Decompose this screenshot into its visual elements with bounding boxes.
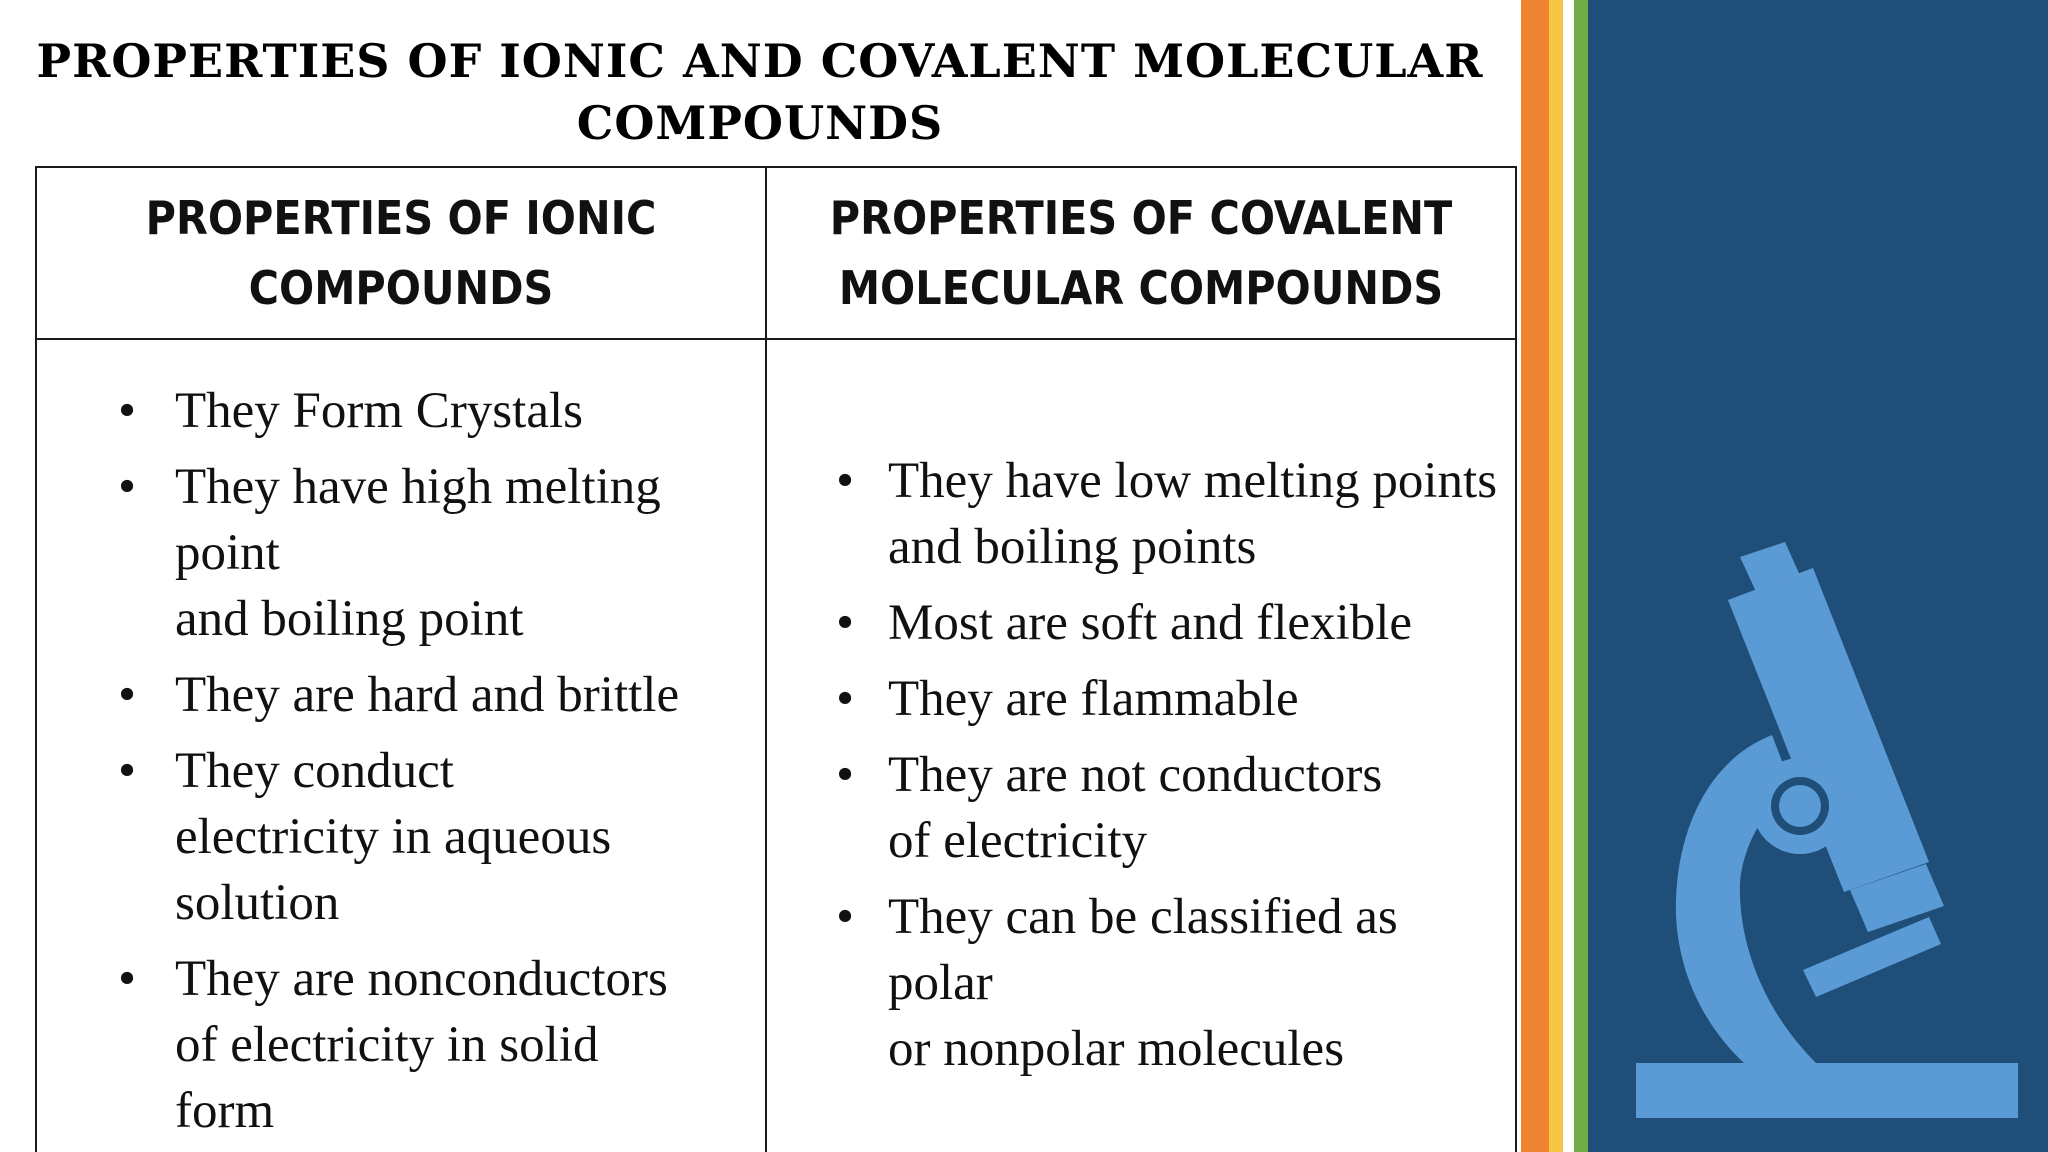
ionic-properties-list — [38, 378, 764, 1144]
list-item-text: of electricity — [888, 813, 1148, 869]
bullet-icon: • — [118, 459, 136, 515]
list-item-text: or nonpolar molecules — [888, 1021, 1345, 1077]
list-item-text: They are flammable — [888, 671, 1299, 727]
microscope-icon — [1588, 0, 2048, 1152]
covalent-properties-cell — [766, 339, 1516, 1152]
list-item-text: They are nonconductors — [175, 951, 668, 1007]
list-item — [768, 742, 1514, 874]
orange-stripe — [1521, 0, 1549, 1152]
bullet-icon: • — [118, 667, 136, 723]
list-item-text: They Form Crystals — [175, 383, 583, 439]
microscope-knob-center — [1779, 785, 1821, 827]
list-item-text: They conduct — [175, 743, 454, 799]
bullet-icon: • — [836, 889, 854, 945]
list-item-text: Most are soft and flexible — [888, 595, 1413, 651]
list-item — [768, 590, 1514, 656]
decorative-sidebar — [1521, 0, 2048, 1152]
ionic-properties-cell — [36, 339, 766, 1152]
list-item-text: They can be classified as polar — [888, 889, 1398, 1011]
list-item — [38, 378, 764, 444]
white-stripe — [1563, 0, 1574, 1152]
bullet-icon: • — [836, 453, 854, 509]
list-item-text: and boiling points — [888, 519, 1257, 575]
ionic-header-line-1: PROPERTIES OF IONIC — [145, 191, 657, 245]
yellow-stripe — [1549, 0, 1563, 1152]
bullet-icon: • — [836, 747, 854, 803]
table-body-row — [36, 339, 1516, 1152]
covalent-properties-list — [768, 448, 1514, 1082]
slide-title-line-1: PROPERTIES OF IONIC AND COVALENT MOLECULAR — [36, 34, 1484, 88]
microscope-base — [1636, 1063, 2018, 1118]
covalent-header-line-1: PROPERTIES OF COVALENT — [829, 191, 1453, 245]
slide-title — [30, 30, 1490, 154]
list-item — [38, 738, 764, 936]
covalent-header-line-2: MOLECULAR COMPOUNDS — [838, 261, 1444, 315]
list-item-text: and boiling point — [175, 591, 524, 647]
ionic-column-header — [36, 167, 766, 339]
list-item-text: form — [175, 1083, 275, 1139]
list-item — [38, 662, 764, 728]
bullet-icon: • — [836, 671, 854, 727]
bullet-icon: • — [118, 383, 136, 439]
green-stripe — [1574, 0, 1588, 1152]
bullet-icon: • — [836, 595, 854, 651]
list-item — [38, 946, 764, 1144]
list-item-text: They have high melting point — [175, 459, 661, 581]
slide-title-line-2: COMPOUNDS — [576, 96, 944, 150]
list-item — [768, 666, 1514, 732]
properties-table — [35, 166, 1517, 1152]
list-item-text: solution — [175, 875, 340, 931]
list-item-text: They are not conductors — [888, 747, 1383, 803]
table-header-row — [36, 167, 1516, 339]
list-item-text: of electricity in solid — [175, 1017, 599, 1073]
list-item — [38, 454, 764, 652]
list-item — [768, 884, 1514, 1082]
list-item-text: electricity in aqueous — [175, 809, 612, 865]
list-item — [768, 448, 1514, 580]
list-item-text: They are hard and brittle — [175, 667, 680, 723]
covalent-column-header — [766, 167, 1516, 339]
bullet-icon: • — [118, 743, 136, 799]
list-item-text: They have low melting points — [888, 453, 1498, 509]
ionic-header-line-2: COMPOUNDS — [248, 261, 554, 315]
bullet-icon: • — [118, 951, 136, 1007]
